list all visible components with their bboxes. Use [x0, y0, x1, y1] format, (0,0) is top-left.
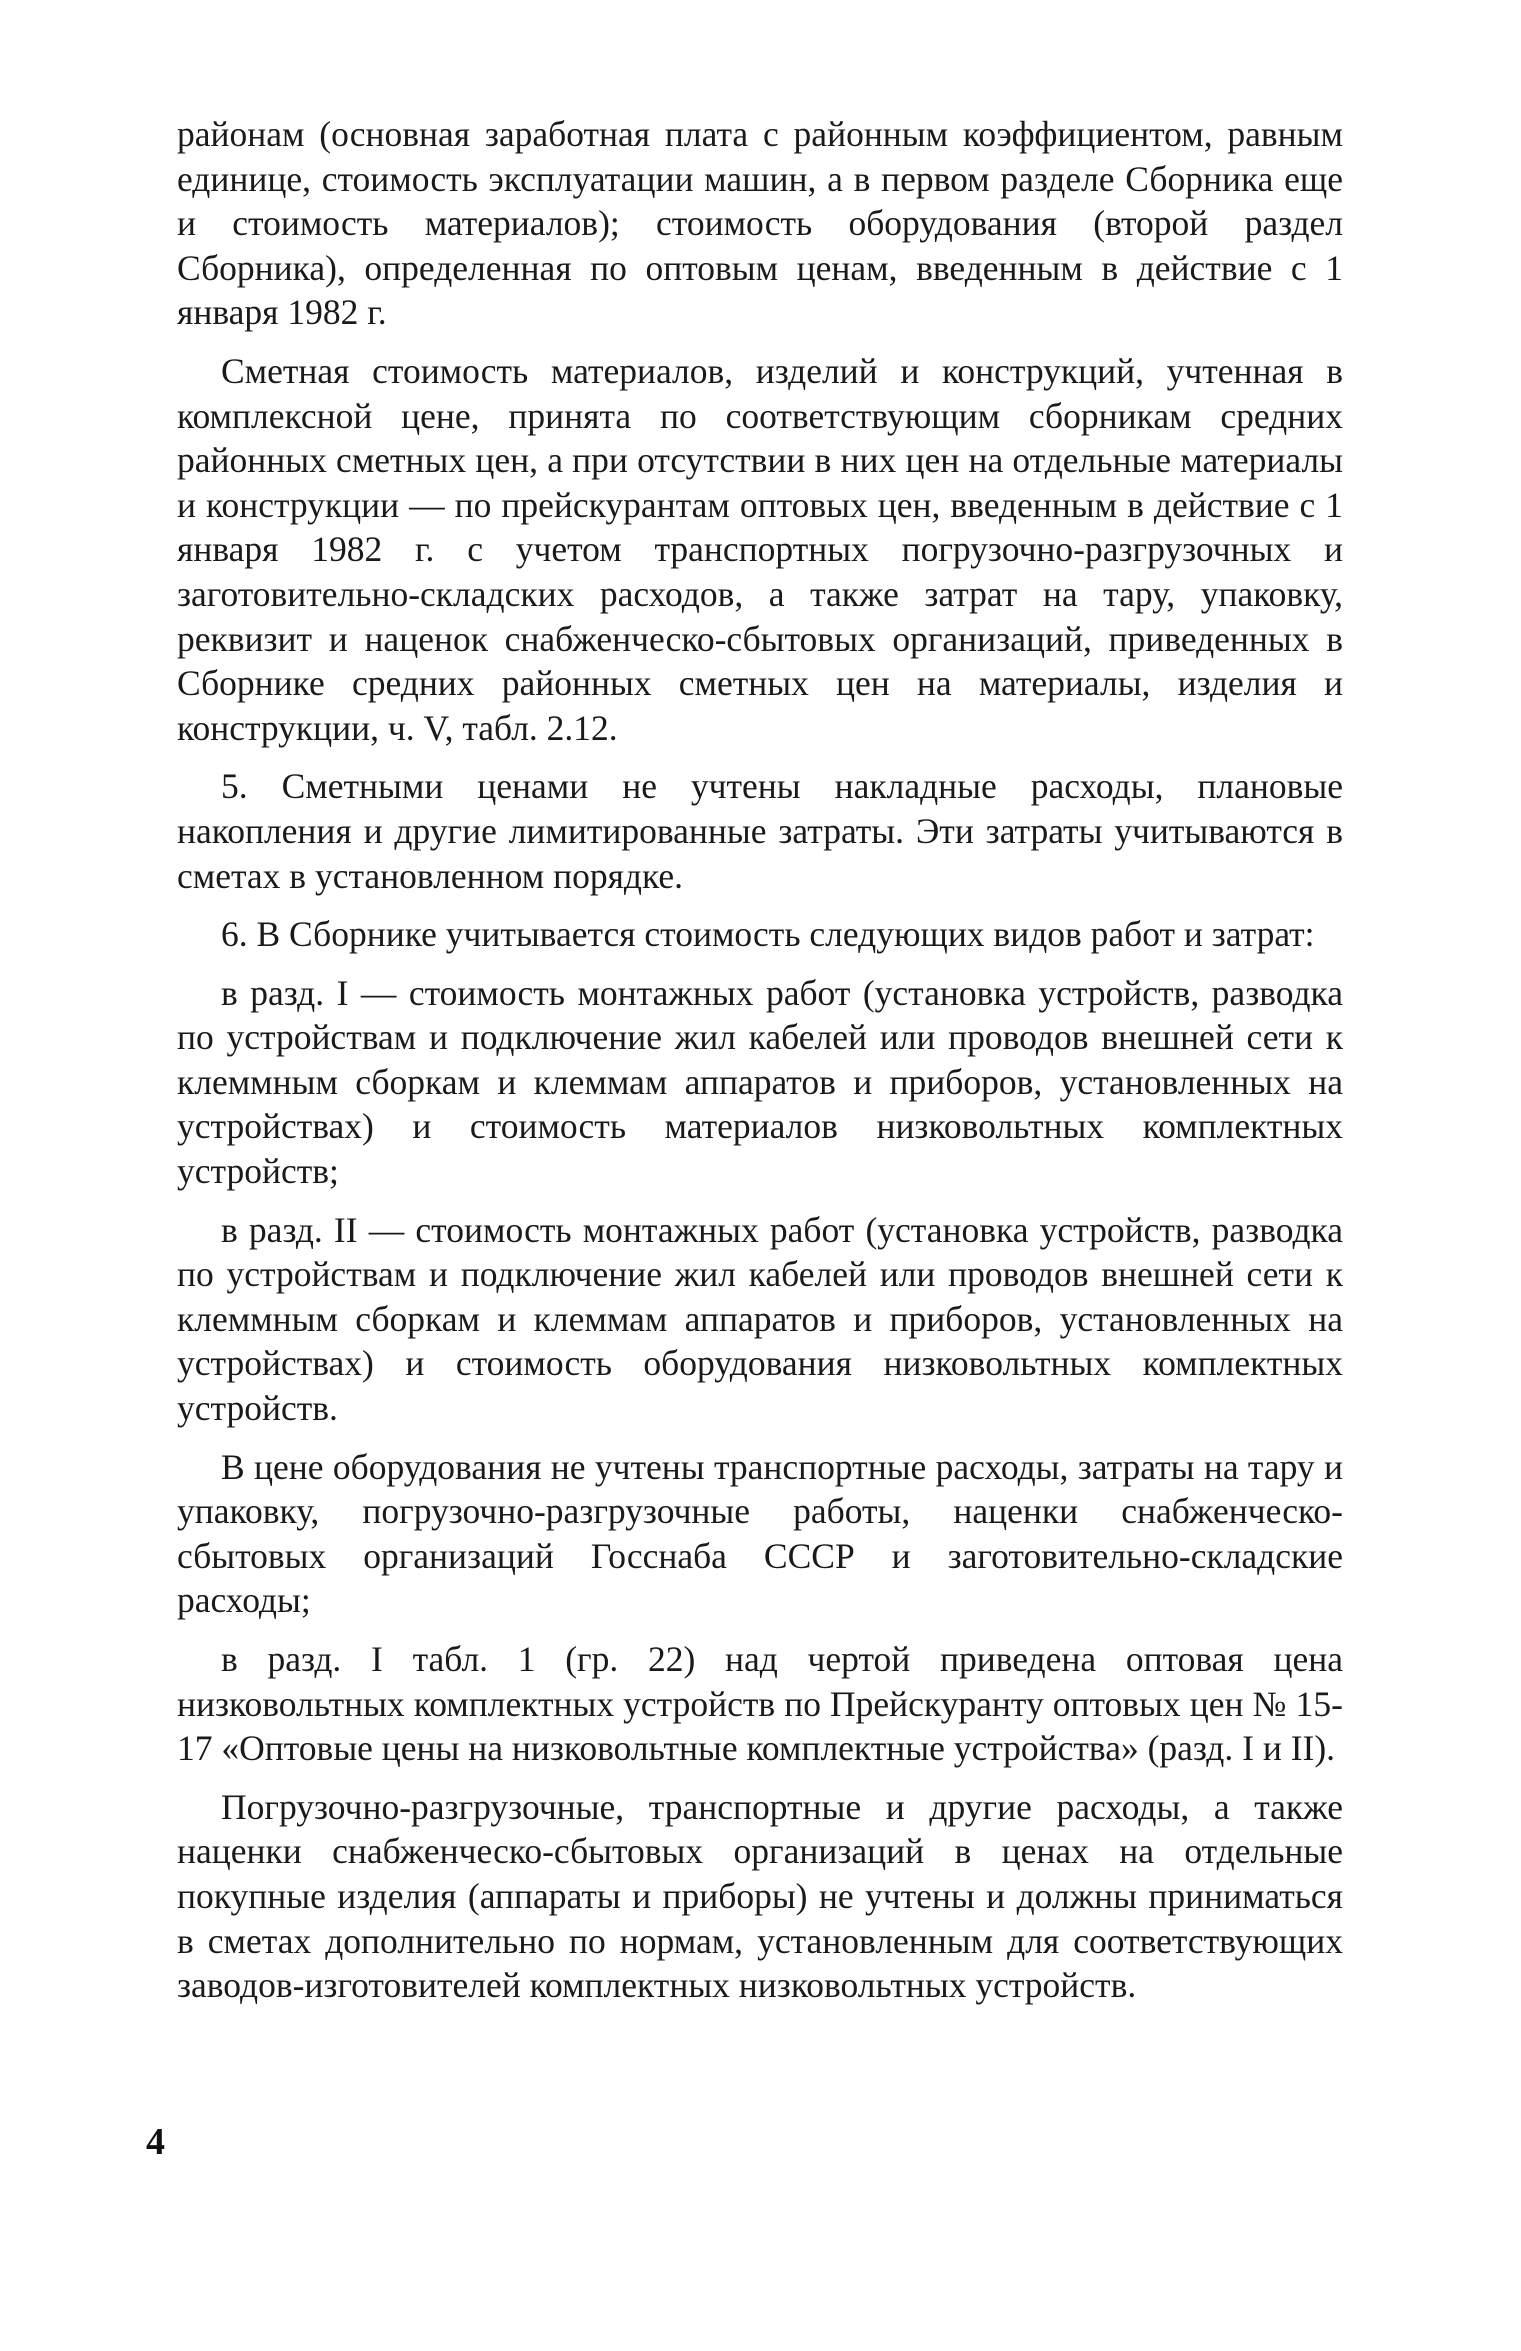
paragraph-9-expenses: Погрузочно-разгрузочные, транспортные и другие расходы, а также наценки снабженческо-сбытовых организаций в ценах на отдельные покупные изделия (аппараты и приборы) не учтены и должны приниматься в сметах дополнительно по нормам, установленным для соответствующих заводов-изготовителей комплектных низковольтных устройств.: [177, 1786, 1343, 2006]
paragraph-1: районам (основная заработная плата с районным коэффициентом, равным единице, стоимость эксплуатации машин, а в первом разделе Сборника еще и стоимость материалов); стоимость оборудования (второй раздел Сборника), определенная по оптовым ценам, введенным в действие с 1 января 1982 г.: [177, 114, 1343, 333]
paragraph-4-item-6: 6. В Сборнике учитывается стоимость следующих видов работ и затрат:: [221, 914, 1315, 955]
page-number: 4: [146, 2121, 165, 2163]
paragraph-6-section-2: в разд. II — стоимость монтажных работ (установка устройств, разводка по устройствам и подключение жил кабелей или проводов внешней сети к клеммным сборкам и клеммам аппаратов и приборов, установленных на устройствах) и стоимость оборудования низковольтных комплектных устройств.: [177, 1209, 1343, 1429]
paragraph-5-section-1: в разд. I — стоимость монтажных работ (установка устройств, разводка по устройствам и подключение жил кабелей или проводов внешней сети к клеммным сборкам и клеммам аппаратов и приборов, установленных на устройствах) и стоимость материалов низковольтных комплектных устройств;: [177, 972, 1343, 1192]
paragraph-7-equipment-price: В цене оборудования не учтены транспортные расходы, затраты на тару и упаковку, погрузочно-разгрузочные работы, наценки снабженческо-сбытовых организаций Госснаба СССР и заготовительно-складские расходы;: [177, 1446, 1343, 1621]
paragraph-8-table-note: в разд. I табл. 1 (гр. 22) над чертой приведена оптовая цена низковольтных комплектных устройств по Прейскуранту оптовых цен № 15-17 «Оптовые цены на низковольтные комплектные устройства» (разд. I и II).: [177, 1639, 1343, 1769]
paragraph-2: Сметная стоимость материалов, изделий и конструкций, учтенная в комплексной цене, принята по соответствующим сборникам средних районных сметных цен, а при отсутствии в них цен на отдельные материалы и конструкции — по прейскурантам оптовых цен, введенным в действие с 1 января 1982 г. с учетом транспортных погрузочно-разгрузочных и заготовительно-складских расходов, а также затрат на тару, упаковку, реквизит и наценок снабженческо-сбытовых организаций, приведенных в Сборнике средних районных сметных цен на материалы, изделия и конструкции, ч. V, табл. 2.12.: [177, 350, 1343, 748]
body-text: [177, 112, 1343, 2008]
paragraph-3-item-5: 5. Сметными ценами не учтены накладные расходы, плановые накопления и другие лимитированные затраты. Эти затраты учитываются в сметах в установленном порядке.: [177, 766, 1343, 896]
